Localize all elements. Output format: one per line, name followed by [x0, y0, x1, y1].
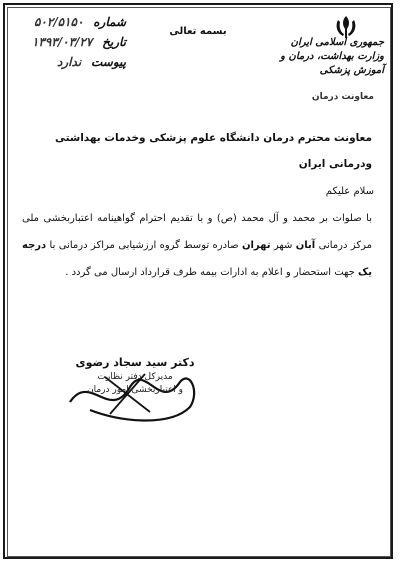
letter-reference [14, 12, 126, 72]
signature-block [70, 355, 200, 397]
date-label: تاریخ [102, 35, 126, 49]
letter-greeting: سلام علیکم [325, 186, 374, 197]
signatory-title-2: و اعتباربخشی امور درمان [86, 385, 183, 395]
date-row [14, 32, 126, 52]
ministry-name: وزارت بهداشت، درمان و آموزش پزشکی [280, 51, 384, 76]
bismillah-heading: بسمه تعالی [169, 26, 227, 37]
signatory-name: دکتر سید سجاد رضوی [75, 356, 195, 369]
number-value: ۵۰۲/۵۱۵۰ [33, 15, 84, 29]
letter-addressee: معاونت محترم درمان دانشگاه علوم پزشکی وخدمات بهداشتی ودرمانی ایران [54, 132, 372, 170]
body-part-4: جهت استحضار و اعلام به ادارات بیمه طرف قرارداد ارسال می گردد . [65, 267, 355, 278]
deputy-name: معاونت درمان [311, 92, 374, 102]
body-part-2: شهر [273, 240, 293, 251]
attachment-label: پیوست [91, 55, 126, 69]
body-part-3: صادره توسط گروه ارزشیابی مراکز درمانی با [49, 240, 239, 251]
number-label: شماره [93, 15, 126, 29]
number-row [14, 12, 126, 32]
accreditation-grade: درجه یک [22, 240, 372, 278]
ministry-letterhead [269, 36, 384, 78]
date-value: ۱۳۹۳/۰۳/۲۷ [31, 35, 93, 49]
signatory-title-1: مدیرکل دفتر نظارت [97, 372, 173, 382]
attachment-row [14, 52, 126, 72]
city-name: تهران [241, 240, 271, 251]
attachment-value: ندارد [57, 55, 82, 69]
body-part-1: با صلوات بر محمد و آل محمد (ص) و با تقدیم احترام گواهینامه اعتباربخشی ملی مرکز درمانی [22, 213, 372, 251]
letter-body [22, 205, 372, 286]
center-name: آبان [295, 240, 316, 251]
country-name: جمهوری اسلامی ایران [290, 37, 384, 48]
